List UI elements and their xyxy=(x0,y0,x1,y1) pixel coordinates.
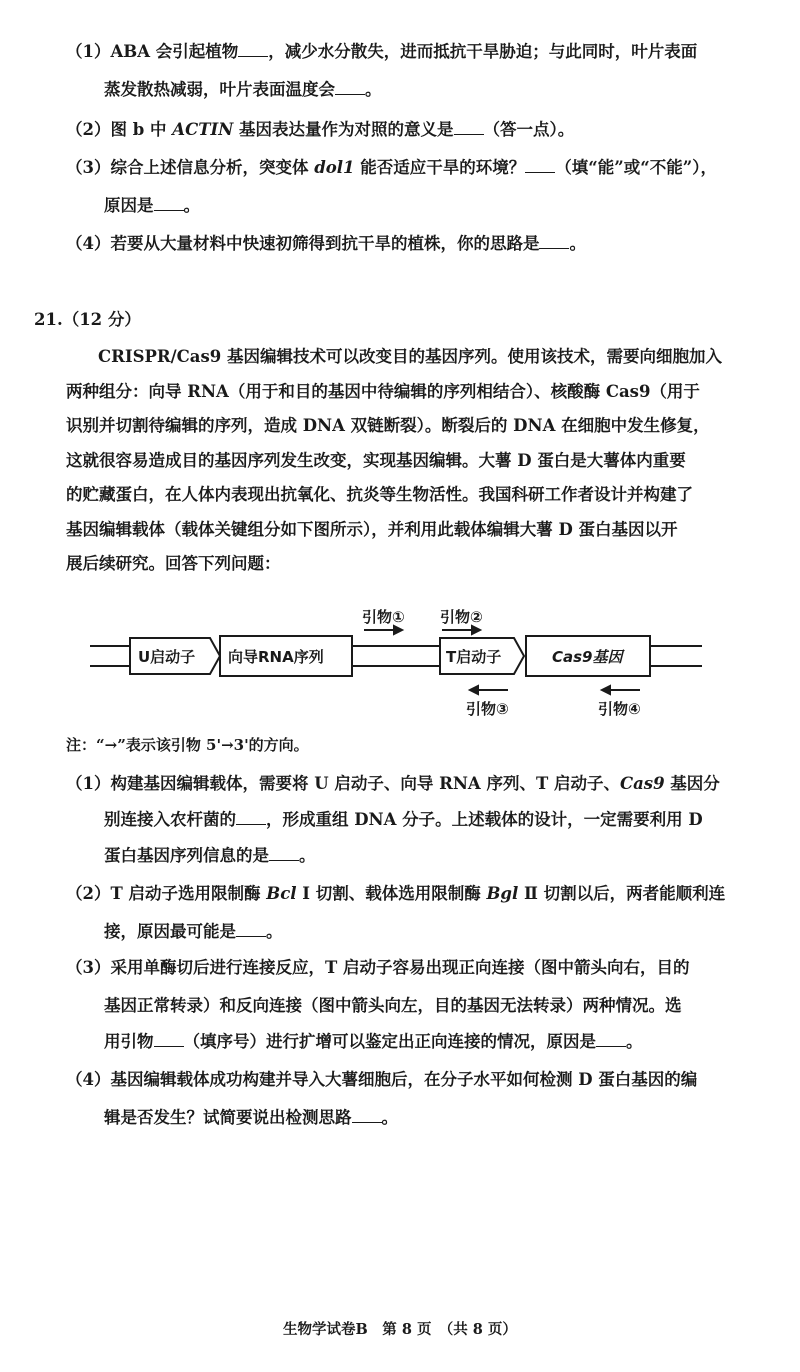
t-promoter-label: T启动子 xyxy=(446,648,502,666)
q21-sub3-line1: （3）采用单酶切后进行连接反应，T 启动子容易出现正向连接（图中箭头向右，目的 xyxy=(66,958,690,977)
q21-sub4-line1: （4）基因编辑载体成功构建并导入大薯细胞后，在分子水平如何检测 D 蛋白基因的编 xyxy=(66,1070,698,1089)
primer1-arrow xyxy=(364,626,402,634)
q20-sub3-line2: 原因是 。 xyxy=(104,196,200,215)
q21-sub1-line1: （1）构建基因编辑载体，需要将 U 启动子、向导 RNA 序列、T 启动子、Cas9 基因分 xyxy=(66,774,720,793)
cas9-gene-label: Cas9基因 xyxy=(552,648,623,666)
q21-sub3-line3: 用引物 （填序号）进行扩增可以鉴定出正向连接的情况，原因是 。 xyxy=(104,1032,643,1051)
vector-diagram xyxy=(90,604,710,722)
q20-sub4: （4）若要从大量材料中快速初筛得到抗干旱的植株，你的思路是 。 xyxy=(66,234,586,253)
primer2-arrow xyxy=(442,626,480,634)
answer-blank xyxy=(352,1121,382,1123)
q21-sub3-line2: 基因正常转录）和反向连接（图中箭头向左，目的基因无法转录）两种情况。选 xyxy=(104,996,682,1015)
diagram-note: 注：“→”表示该引物 5'→3'的方向。 xyxy=(66,736,309,754)
page-footer: 生物学试卷B 第 8 页 （共 8 页） xyxy=(283,1321,517,1338)
q21-sub2-line2: 接，原因最可能是 。 xyxy=(104,922,283,941)
q20-sub2: （2）图 b 中 ACTIN 基因表达量作为对照的意义是 （答一点）。 xyxy=(66,120,575,139)
answer-blank xyxy=(269,859,299,861)
primer2-label: 引物② xyxy=(440,608,483,626)
q20-sub1-line2: 蒸发散热减弱，叶片表面温度会 。 xyxy=(104,80,382,99)
q21-sub1-line2: 别连接入农杆菌的 ，形成重组 DNA 分子。上述载体的设计，一定需要利用 D xyxy=(104,810,703,829)
q21-sub4-line2: 辑是否发生？试简要说出检测思路 。 xyxy=(104,1108,398,1127)
primer1-label: 引物① xyxy=(362,608,405,626)
guide-rna-label: 向导RNA序列 xyxy=(228,648,324,666)
primer3-label: 引物③ xyxy=(466,700,509,718)
q20-sub1-line1: （1）ABA 会引起植物 ，减少水分散失，进而抵抗干旱胁迫；与此同时，叶片表面 xyxy=(66,42,698,61)
primer4-arrow xyxy=(602,686,640,694)
answer-blank xyxy=(539,247,569,249)
q20-sub3-line1: （3）综合上述信息分析，突变体 dol1 能否适应干旱的环境？ （填“能”或“不能”）， xyxy=(66,158,717,177)
answer-blank xyxy=(335,93,365,95)
q21-sub1-line3: 蛋白基因序列信息的是 。 xyxy=(104,846,316,865)
answer-blank xyxy=(596,1045,626,1047)
answer-blank xyxy=(154,209,184,211)
q21-passage: CRISPR/Cas9 基因编辑技术可以改变目的基因序列。使用该技术，需要向细胞加入 两种组分：向导 RNA（用于和目的基因中待编辑的序列相结合）、核酸酶 Cas9（用于 识别并切割待编辑的序列，造成 DNA 双链断裂）。断裂后的 DNA 在细胞中发生修复， 这就很容易造成目的基因序列发生改变，实现基因编辑。大薯 D 蛋白是大薯体内重要 的贮藏蛋白，在人体内表现出抗氧化、抗炎等生物活性。我国科研工作者设计并构建了 基因编辑载体（载体关键组分如下图所示），并利用此载体编辑大薯 D 蛋白基因以开 展后续研究。回答下列问题： xyxy=(66,347,722,573)
q21-sub2-line1: （2）T 启动子选用限制酶 Bcl Ⅰ 切割、载体选用限制酶 Bgl Ⅱ 切割以后，两者能顺利连 xyxy=(66,884,726,903)
answer-blank xyxy=(154,1045,184,1047)
answer-blank xyxy=(236,823,266,825)
answer-blank xyxy=(525,171,555,173)
q21-header: 21.（12 分） xyxy=(34,310,141,329)
answer-blank xyxy=(454,133,484,135)
answer-blank xyxy=(238,55,268,57)
answer-blank xyxy=(236,935,266,937)
u-promoter-label: U启动子 xyxy=(138,648,196,666)
primer4-label: 引物④ xyxy=(598,700,641,718)
primer3-arrow xyxy=(470,686,508,694)
